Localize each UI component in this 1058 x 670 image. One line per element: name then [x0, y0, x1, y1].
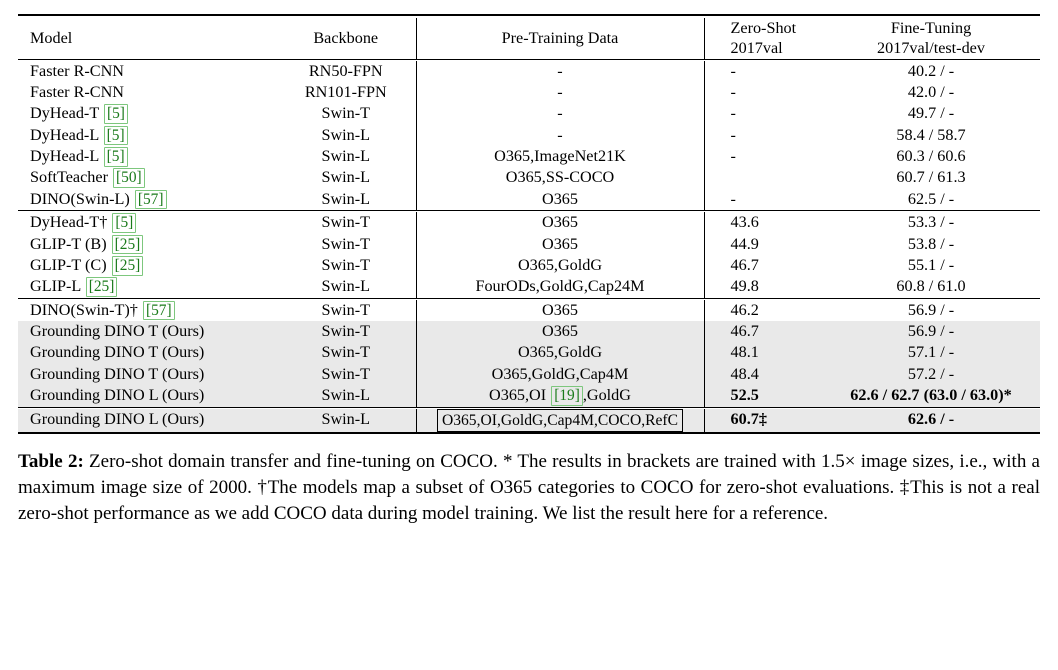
citation-link[interactable]: [19]	[551, 386, 583, 406]
cell-fine-tuning: 60.7 / 61.3	[896, 168, 966, 187]
cell-fine-tuning: 60.8 / 61.0	[896, 277, 966, 296]
citation-link[interactable]: [25]	[112, 235, 144, 255]
table-row	[18, 300, 1040, 321]
cell-backbone: Swin-L	[321, 125, 371, 144]
cell-pretraining-data: O365,GoldG	[416, 255, 704, 276]
cell-pretraining-data: -	[416, 61, 704, 82]
cell-pretraining-data: O365	[416, 189, 704, 211]
cell-zero-shot: -	[704, 82, 822, 103]
citation-link[interactable]: [5]	[104, 126, 128, 146]
results-table	[18, 14, 1040, 436]
cell-zero-shot: 48.4	[704, 364, 822, 385]
rule-cell	[416, 433, 704, 436]
table-row	[18, 255, 1040, 276]
cell-zero-shot: 48.1	[704, 342, 822, 363]
cell-pretraining-data: O365,GoldG,Cap4M	[416, 364, 704, 385]
cell-pretraining-data: O365	[416, 234, 704, 255]
citation-link[interactable]: [57]	[135, 190, 167, 210]
citation-link[interactable]: [57]	[143, 301, 175, 321]
cell-zero-shot: 44.9	[704, 234, 822, 255]
cell-fine-tuning: 57.1 / -	[822, 342, 1040, 363]
cell-backbone: RN50-FPN	[308, 61, 383, 80]
cell-backbone: Swin-L	[321, 189, 371, 208]
table-row	[18, 409, 1040, 433]
citation-link[interactable]: [5]	[104, 104, 128, 124]
header-backbone: Backbone	[313, 28, 379, 47]
cell-model: Faster R-CNN	[30, 61, 124, 80]
cell-model: GLIP-T (C) [25]	[18, 255, 276, 276]
cell-model: DyHead-L [5]	[18, 146, 276, 167]
table-row	[18, 234, 1040, 255]
cell-backbone: Swin-T	[321, 300, 371, 319]
cell-zero-shot: 46.7	[704, 255, 822, 276]
citation-link[interactable]: [5]	[104, 147, 128, 167]
cell-model: Faster R-CNN	[30, 82, 124, 101]
table-caption	[18, 449, 1040, 527]
header-fine-tuning-line1: Fine-Tuning	[890, 19, 972, 37]
table-row	[18, 276, 1040, 298]
cell-pretraining-data: -	[416, 82, 704, 103]
table-row	[18, 167, 1040, 188]
cell-backbone: Swin-L	[321, 277, 371, 296]
cell-pretraining-data: -	[416, 125, 704, 146]
cell-model: DyHead-L [5]	[18, 125, 276, 146]
cell-zero-shot: 46.7	[704, 321, 822, 342]
cell-backbone: Swin-T	[276, 342, 416, 363]
cell-backbone: Swin-L	[276, 409, 416, 433]
cell-fine-tuning: 62.6 / -	[822, 409, 1040, 433]
table-row	[18, 103, 1040, 124]
cell-model: Grounding DINO L (Ours)	[18, 409, 276, 433]
rule-cell	[18, 433, 276, 436]
cell-zero-shot: -	[704, 125, 822, 146]
table-row	[18, 364, 1040, 385]
cell-model: DyHead-T [5]	[18, 103, 276, 124]
table-row	[18, 385, 1040, 407]
cell-fine-tuning: 57.2 / -	[822, 364, 1040, 385]
cell-backbone: Swin-T	[321, 255, 371, 274]
cell-model: Grounding DINO T (Ours)	[18, 364, 276, 385]
citation-link[interactable]: [25]	[112, 256, 144, 276]
caption-label: Table 2:	[18, 450, 84, 472]
cell-backbone: Swin-L	[321, 168, 371, 187]
table-row	[18, 212, 1040, 233]
table-row	[18, 82, 1040, 103]
table-row	[18, 189, 1040, 211]
cell-pretraining-data: O365	[416, 212, 704, 233]
cell-zero-shot	[704, 167, 822, 188]
header-zero-shot-line1: Zero-Shot	[730, 19, 797, 37]
cell-fine-tuning: 60.3 / 60.6	[896, 147, 966, 165]
cell-pretraining-data: O365,GoldG	[416, 342, 704, 363]
cell-backbone: Swin-T	[276, 364, 416, 385]
cell-backbone: RN101-FPN	[304, 82, 387, 101]
table-rule	[18, 433, 1040, 436]
caption-text: Zero-shot domain transfer and fine-tuning on COCO. * The results in brackets are trained with 1.5× image sizes, i.e., with a maximum image size of 2000. †The models map a subset of O365 categories to COCO for zero-shot evaluations. ‡This is not a real zero-shot performance as we add COCO data during model training. We list the result here for a reference.	[18, 450, 1040, 524]
header-zero-shot-line2: 2017val	[730, 39, 783, 58]
citation-link[interactable]: [50]	[113, 168, 145, 188]
cell-fine-tuning: 40.2 / -	[907, 61, 955, 80]
cell-zero-shot: -	[704, 61, 822, 82]
cell-model: DINO(Swin-T)† [57]	[18, 300, 276, 321]
cell-fine-tuning: 56.9 / -	[907, 300, 955, 319]
cell-pretraining-data: FourODs,GoldG,Cap24M	[416, 276, 704, 298]
cell-model: GLIP-L [25]	[18, 276, 276, 298]
citation-link[interactable]: [5]	[112, 213, 136, 233]
cell-pretraining-data: -	[416, 103, 704, 124]
cell-fine-tuning: 62.6 / 62.7 (63.0 / 63.0)*	[822, 385, 1040, 407]
cell-zero-shot: 43.6	[704, 212, 822, 233]
cell-pretraining-data: O365	[416, 300, 704, 321]
cell-model: DINO(Swin-L) [57]	[18, 189, 276, 211]
table-header-row	[18, 18, 1040, 59]
cell-zero-shot: -	[704, 146, 822, 167]
cell-backbone: Swin-L	[321, 147, 371, 165]
cell-model: Grounding DINO T (Ours)	[18, 342, 276, 363]
cell-backbone: Swin-T	[321, 213, 371, 232]
cell-pretraining-data: O365,OI [19] ,GoldG	[416, 385, 704, 407]
table-row	[18, 125, 1040, 146]
cell-backbone: Swin-T	[276, 321, 416, 342]
table-row	[18, 61, 1040, 82]
table-row	[18, 146, 1040, 167]
table-row	[18, 321, 1040, 342]
cell-model: DyHead-T† [5]	[18, 212, 276, 233]
cell-zero-shot: -	[704, 103, 822, 124]
header-fine-tuning	[822, 18, 1040, 59]
cell-model: Grounding DINO T (Ours)	[18, 321, 276, 342]
cell-model: GLIP-T (B) [25]	[18, 234, 276, 255]
cell-model: Grounding DINO L (Ours)	[18, 385, 276, 407]
cell-fine-tuning: 53.3 / -	[907, 213, 955, 232]
cell-zero-shot: -	[704, 189, 822, 211]
cell-backbone: Swin-T	[321, 104, 371, 123]
cell-backbone: Swin-L	[276, 385, 416, 407]
rule-cell	[704, 433, 822, 436]
cell-zero-shot: 52.5	[704, 385, 822, 407]
cell-fine-tuning: 55.1 / -	[907, 255, 955, 274]
cell-pretraining-data: O365,SS-COCO	[416, 167, 704, 188]
cell-pretraining-data: O365	[416, 321, 704, 342]
header-pretraining-data: Pre-Training Data	[416, 18, 704, 59]
cell-fine-tuning: 58.4 / 58.7	[896, 125, 966, 144]
table-row	[18, 342, 1040, 363]
rule-cell	[276, 433, 416, 436]
cell-model: SoftTeacher [50]	[18, 167, 276, 188]
pretraining-data-highlight: O365,OI,GoldG,Cap4M,COCO,RefC	[437, 409, 683, 432]
rule-cell	[822, 433, 1040, 436]
header-zero-shot	[704, 18, 822, 59]
cell-fine-tuning: 56.9 / -	[822, 321, 1040, 342]
cell-fine-tuning: 53.8 / -	[907, 234, 955, 253]
cell-pretraining-data: O365,ImageNet21K	[416, 146, 704, 167]
cell-pretraining-data	[416, 409, 704, 433]
cell-zero-shot: 46.2	[704, 300, 822, 321]
cell-zero-shot: 60.7‡	[704, 409, 822, 433]
cell-fine-tuning: 42.0 / -	[907, 82, 955, 101]
cell-backbone: Swin-T	[321, 234, 371, 253]
cell-fine-tuning: 49.7 / -	[907, 104, 955, 123]
cell-fine-tuning: 62.5 / -	[907, 189, 955, 208]
header-model: Model	[30, 28, 73, 47]
citation-link[interactable]: [25]	[86, 277, 118, 297]
header-fine-tuning-line2: 2017val/test-dev	[877, 39, 985, 58]
cell-zero-shot: 49.8	[704, 276, 822, 298]
